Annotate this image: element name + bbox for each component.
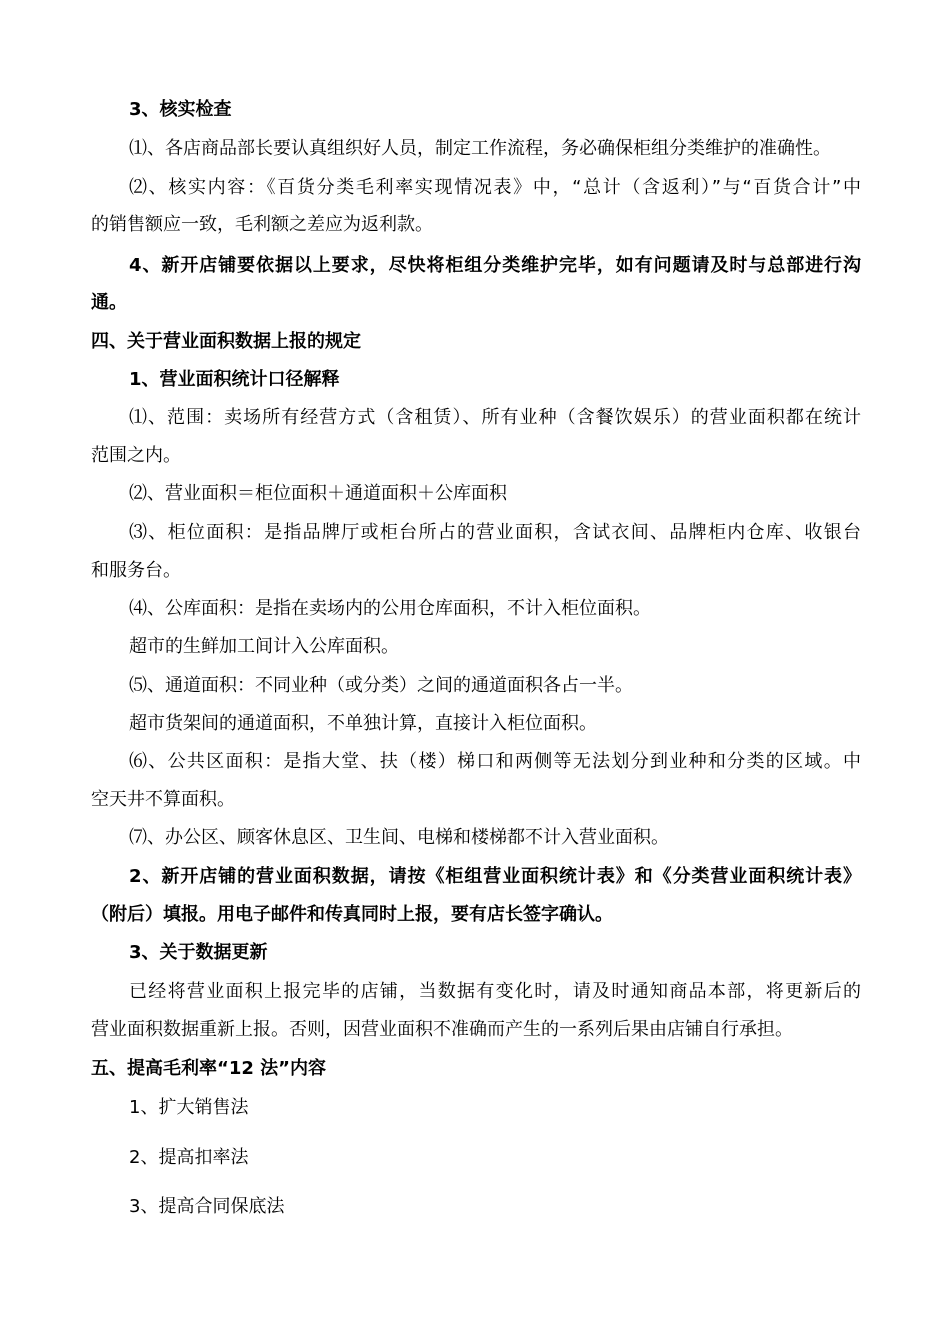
subheading-area-definition: 1、营业面积统计口径解释: [129, 369, 340, 390]
paragraph-line: ⑷、公库面积：是指在卖场内的公用仓库面积，不计入柜位面积。: [129, 598, 651, 619]
paragraph-line: 超市货架间的通道面积，不单独计算，直接计入柜位面积。: [129, 713, 597, 734]
paragraph-line: ⑸、通道面积：不同业种（或分类）之间的通道面积各占一半。: [129, 675, 633, 696]
subheading-new-store-area-cont: （附后）填报。用电子邮件和传真同时上报，要有店长签字确认。: [91, 904, 613, 925]
paragraph-line: ⑺、办公区、顾客休息区、卫生间、电梯和楼梯都不计入营业面积。: [129, 827, 669, 848]
paragraph-line: ⑴、范围：卖场所有经营方式（含租赁）、所有业种（含餐饮娱乐）的营业面积都在统计: [129, 407, 861, 428]
paragraph-line: ⑴、各店商品部长要认真组织好人员，制定工作流程，务必确保柜组分类维护的准确性。: [129, 138, 831, 159]
list-item: 1、扩大销售法: [129, 1097, 249, 1118]
paragraph-line: 营业面积数据重新上报。否则，因营业面积不准确而产生的一系列后果由店铺自行承担。: [91, 1019, 793, 1040]
section-heading-4: 四、关于营业面积数据上报的规定: [91, 331, 361, 352]
list-item: 2、提高扣率法: [129, 1147, 249, 1168]
subheading-new-store-cont: 通。: [91, 292, 127, 313]
paragraph-line: ⑶、柜位面积：是指品牌厅或柜台所占的营业面积，含试衣间、品牌柜内仓库、收银台: [129, 522, 861, 543]
subheading-new-store: 4、新开店铺要依据以上要求，尽快将柜组分类维护完毕，如有问题请及时与总部进行沟: [129, 255, 861, 276]
paragraph-line: ⑵、营业面积＝柜位面积＋通道面积＋公库面积: [129, 483, 507, 504]
paragraph-line: 范围之内。: [91, 445, 181, 466]
subheading-verify-check: 3、核实检查: [129, 99, 232, 120]
paragraph-line: 已经将营业面积上报完毕的店铺，当数据有变化时，请及时通知商品本部，将更新后的: [129, 981, 861, 1002]
section-heading-5: 五、提高毛利率“12 法”内容: [91, 1058, 326, 1079]
subheading-new-store-area: 2、新开店铺的营业面积数据，请按《柜组营业面积统计表》和《分类营业面积统计表》: [129, 866, 861, 887]
paragraph-line: 超市的生鲜加工间计入公库面积。: [129, 636, 399, 657]
list-item: 3、提高合同保底法: [129, 1196, 285, 1217]
paragraph-line: 空天井不算面积。: [91, 789, 235, 810]
paragraph-line: 的销售额应一致，毛利额之差应为返利款。: [91, 214, 433, 235]
paragraph-line: ⑵、核实内容：《百货分类毛利率实现情况表》中，“总计（含返利）”与“百货合计”中: [129, 177, 861, 198]
subheading-data-update: 3、关于数据更新: [129, 942, 268, 963]
paragraph-line: 和服务台。: [91, 560, 181, 581]
paragraph-line: ⑹、公共区面积：是指大堂、扶（楼）梯口和两侧等无法划分到业种和分类的区域。中: [129, 751, 861, 772]
